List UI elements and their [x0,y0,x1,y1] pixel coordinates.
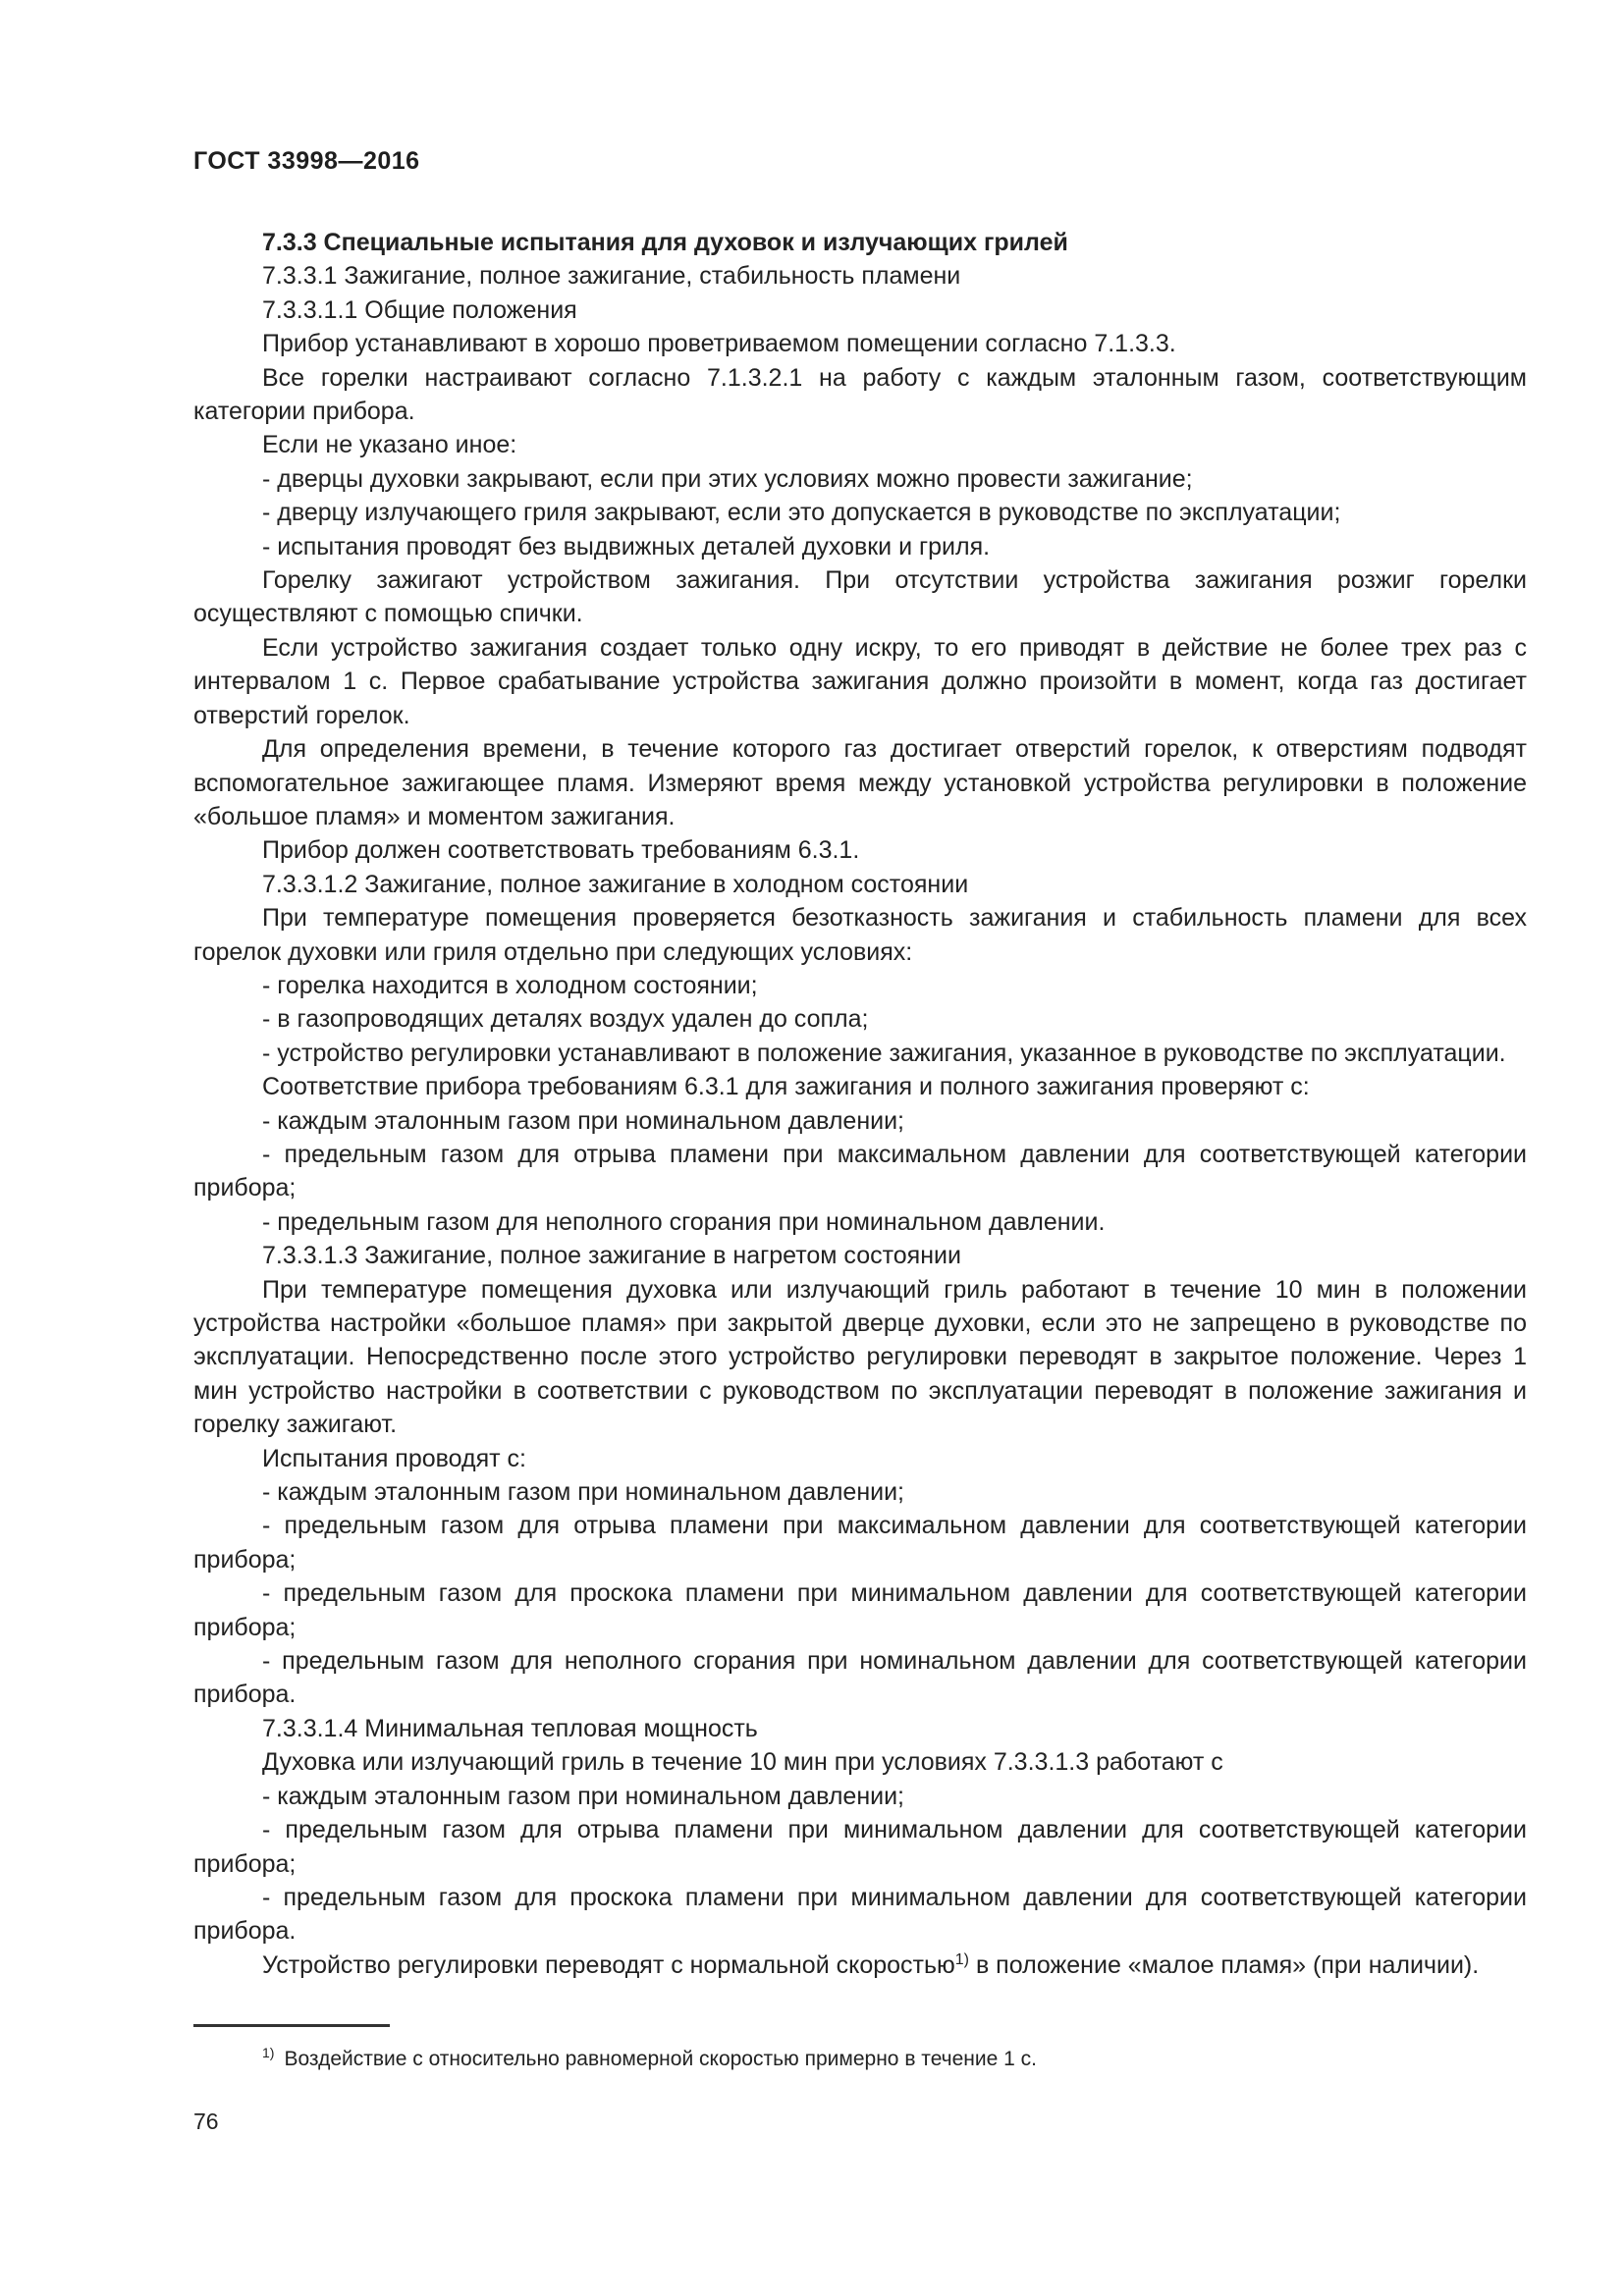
list-item: - предельным газом для неполного сгорания при номинальном давлении для соответствующей категории прибора. [193,1647,1527,1709]
paragraph: При температуре помещения проверяется безотказность зажигания и стабильность пламени для всех горелок духовки или гриля отдельно при следующих условиях: [193,904,1527,966]
list-item: - каждым эталонным газом при номинальном давлении; [262,1782,905,1810]
list-item: - дверцы духовки закрывают, если при этих условиях можно провести зажигание; [262,464,1193,493]
paragraph: Прибор устанавливают в хорошо проветриваемом помещении согласно 7.1.3.3. [262,330,1176,358]
paragraph: Горелку зажигают устройством зажигания. При отсутствии устройства зажигания розжиг горелки осуществляют с помощью спички. [193,566,1527,628]
list-item: - устройство регулировки устанавливают в положение зажигания, указанное в руководстве по эксплуатации. [262,1039,1506,1067]
subsection-heading-7-3-3-1: 7.3.3.1 Зажигание, полное зажигание, стабильность пламени [262,262,961,291]
subsection-heading-7-3-3-1-1: 7.3.3.1.1 Общие положения [262,295,577,324]
document-code: ГОСТ 33998—2016 [193,147,420,175]
paragraph: Если устройство зажигания создает только одну искру, то его приводят в действие не более трех раз с интервалом 1 с. Первое срабатывание устройства зажигания должно произойти в момент, когда газ достигает отверстий горелок. [193,633,1527,729]
subsection-heading-7-3-3-1-2: 7.3.3.1.2 Зажигание, полное зажигание в холодном состоянии [262,870,969,898]
page-number: 76 [193,2109,219,2134]
list-item: - предельным газом для неполного сгорания при номинальном давлении. [262,1207,1106,1236]
list-item: - предельным газом для отрыва пламени при минимальном давлении для соответствующей категории прибора; [193,1816,1527,1878]
list-item: - дверцу излучающего гриля закрывают, если это допускается в руководстве по эксплуатации; [262,499,1341,527]
paragraph: Для определения времени, в течение которого газ достигает отверстий горелок, к отверстиям подводят вспомогательное зажигающее пламя. Измеряют время между установкой устройства регулировки в положение «большое пламя» и моментом зажигания. [193,735,1527,830]
paragraph: Все горелки настраивают согласно 7.1.3.2.1 на работу с каждым эталонным газом, соответствующим категории прибора. [193,363,1527,426]
paragraph: Соответствие прибора требованиям 6.3.1 для зажигания и полного зажигания проверяют с: [262,1073,1310,1101]
paragraph: При температуре помещения духовка или излучающий гриль работают в течение 10 мин в положении устройства настройки «большое пламя» при закрытой дверце духовки, если это не запрещено в руководстве по эксплуатации. Непосредственно после этого устройство регулировки переводят в закрытое положение. Через 1 мин устройство настройки в соответствии с руководством по эксплуатации переводят в положение зажигания и горелку зажигают. [193,1275,1527,1439]
list-item: - предельным газом для проскока пламени при минимальном давлении для соответствующей категории прибора. [193,1883,1527,1946]
footnote-marker: 1) [262,2045,275,2060]
paragraph: Испытания проводят с: [262,1444,526,1472]
paragraph-text: Устройство регулировки переводят с нормальной скоростью [262,1950,955,1979]
list-item: - каждым эталонным газом при номинальном давлении; [262,1478,905,1507]
paragraph: Духовка или излучающий гриль в течение 10 мин при условиях 7.3.3.1.3 работают с [262,1748,1223,1777]
subsection-heading-7-3-3-1-4: 7.3.3.1.4 Минимальная тепловая мощность [262,1714,758,1742]
list-item: - предельным газом для проскока пламени при минимальном давлении для соответствующей категории прибора; [193,1579,1527,1641]
list-item: - предельным газом для отрыва пламени при максимальном давлении для соответствующей категории прибора; [193,1512,1527,1574]
footnote-text: Воздействие с относительно равномерной скоростью примерно в течение 1 с. [284,2048,1037,2070]
list-item: - испытания проводят без выдвижных деталей духовки и гриля. [262,532,991,561]
paragraph: Прибор должен соответствовать требованиям 6.3.1. [262,836,860,865]
list-item: - каждым эталонным газом при номинальном давлении; [262,1106,905,1135]
paragraph: Если не указано иное: [262,431,517,459]
paragraph-with-footnote [193,1949,1527,1982]
footnote-separator [193,2024,390,2027]
section-heading-7-3-3: 7.3.3 Специальные испытания для духовок и излучающих грилей [262,229,1068,256]
document-body [193,226,1527,1982]
footnote [262,2046,1037,2073]
paragraph-text-continued: в положение «малое пламя» (при наличии). [969,1950,1480,1979]
list-item: - предельным газом для отрыва пламени при максимальном давлении для соответствующей категории прибора; [193,1140,1527,1202]
list-item: - горелка находится в холодном состоянии; [262,971,758,999]
footnote-reference: 1) [954,1950,969,1968]
list-item: - в газопроводящих деталях воздух удален до сопла; [262,1005,869,1034]
subsection-heading-7-3-3-1-3: 7.3.3.1.3 Зажигание, полное зажигание в нагретом состоянии [262,1242,961,1270]
